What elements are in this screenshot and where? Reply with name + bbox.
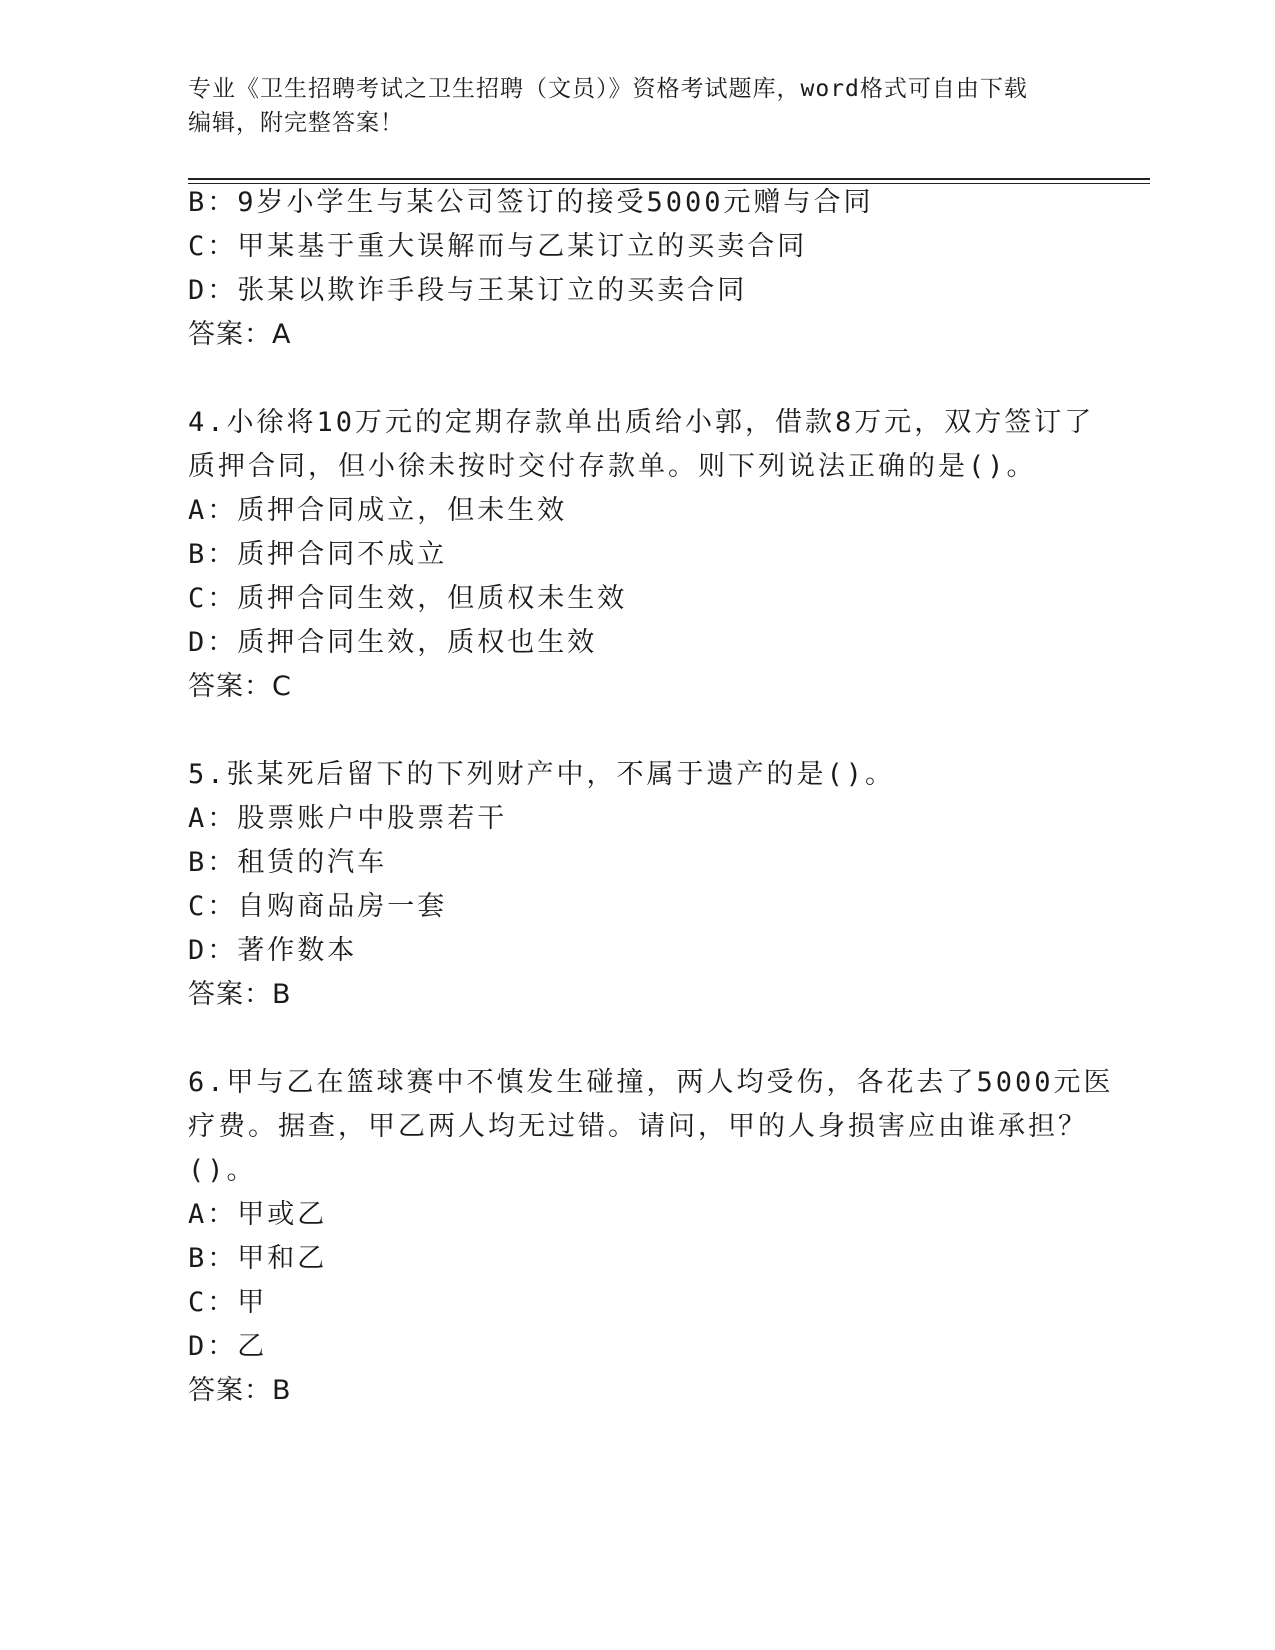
q6-option-d: D：乙 <box>188 1331 268 1362</box>
header-divider-thin <box>188 183 1150 184</box>
q5-option-d: D：著作数本 <box>188 935 358 966</box>
q4-option-b: B：质押合同不成立 <box>188 539 448 570</box>
q4-option-a: A：质押合同成立，但未生效 <box>188 495 568 526</box>
q4-option-c: C：质押合同生效，但质权未生效 <box>188 583 628 614</box>
q4-option-d: D：质押合同生效，质权也生效 <box>188 627 598 658</box>
q5-option-c: C：自购商品房一套 <box>188 891 448 922</box>
q6-stem-line-2: 疗费。据查，甲乙两人均无过错。请问，甲的人身损害应由谁承担？ <box>188 1111 1088 1142</box>
q4-answer: 答案：C <box>188 671 292 702</box>
header-divider-thick <box>188 178 1150 180</box>
q6-stem-line-3: ()。 <box>188 1155 257 1186</box>
q4-stem-line-1: 4.小徐将10万元的定期存款单出质给小郭，借款8万元，双方签订了 <box>188 407 1095 438</box>
q6-stem-line-1: 6.甲与乙在篮球赛中不慎发生碰撞，两人均受伤，各花去了5000元医 <box>188 1067 1114 1098</box>
q3-option-b: B：9岁小学生与某公司签订的接受5000元赠与合同 <box>188 187 874 218</box>
q6-option-c: C：甲 <box>188 1287 268 1318</box>
q3-answer: 答案：A <box>188 319 292 350</box>
q3-option-d: D：张某以欺诈手段与王某订立的买卖合同 <box>188 275 748 306</box>
header-line-2: 编辑，附完整答案！ <box>188 110 404 136</box>
document-header <box>188 72 1088 140</box>
q6-option-b: B：甲和乙 <box>188 1243 328 1274</box>
header-line-1: 专业《卫生招聘考试之卫生招聘（文员）》资格考试题库，word格式可自由下载 <box>188 76 1028 102</box>
q6-answer: 答案：B <box>188 1375 292 1406</box>
q5-option-a: A：股票账户中股票若干 <box>188 803 508 834</box>
q6-option-a: A：甲或乙 <box>188 1199 328 1230</box>
q5-option-b: B：租赁的汽车 <box>188 847 388 878</box>
q3-option-c: C：甲某基于重大误解而与乙某订立的买卖合同 <box>188 231 808 262</box>
q5-answer: 答案：B <box>188 979 292 1010</box>
q5-stem-line-1: 5.张某死后留下的下列财产中，不属于遗产的是()。 <box>188 759 896 790</box>
q4-stem-line-2: 质押合同，但小徐未按时交付存款单。则下列说法正确的是()。 <box>188 451 1037 482</box>
